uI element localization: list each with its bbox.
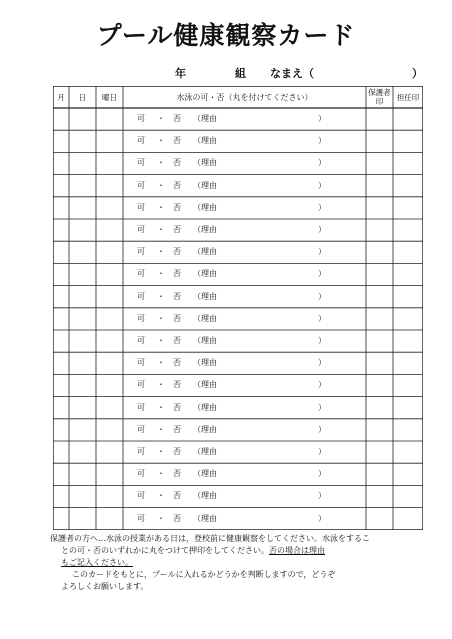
reason-label: （理由: [193, 358, 217, 368]
reason-close-paren: ）: [318, 380, 326, 390]
reason-close-paren: ）: [318, 180, 326, 190]
reason-label: （理由: [193, 336, 217, 345]
table-row: [53, 508, 423, 530]
reason-close-paren: ）: [318, 114, 326, 123]
reason-close-paren: ）: [318, 447, 326, 456]
note-line-4: このカードをもとに，プールに入れるかどうかを判断しますので，どうぞ: [72, 570, 336, 579]
option-hi: 否: [173, 114, 181, 123]
header-weekday: 曜日: [102, 92, 117, 102]
table-row: [53, 286, 423, 308]
option-ka: 可: [137, 158, 145, 168]
table-row: [53, 352, 423, 374]
header-swim: 水泳の可・否（丸を付けてください）: [176, 92, 313, 102]
table-row: [53, 419, 423, 441]
option-hi: 否: [173, 313, 181, 323]
reason-close-paren: ）: [318, 313, 326, 323]
option-ka: 可: [137, 114, 145, 123]
option-separator: ・: [157, 136, 165, 146]
name-label: なまえ（: [270, 67, 314, 80]
option-ka: 可: [137, 491, 145, 501]
note-line-2b: 否の場合は理由: [269, 546, 325, 555]
table-row: [53, 330, 423, 352]
option-ka: 可: [137, 313, 145, 323]
reason-label: （理由: [193, 402, 217, 412]
option-ka: 可: [137, 136, 145, 146]
option-ka: 可: [137, 447, 145, 456]
note-line-2: [50, 545, 430, 557]
option-separator: ・: [157, 291, 165, 301]
table-row: [53, 241, 423, 263]
reason-close-paren: ）: [318, 136, 326, 146]
class-label: 組: [235, 67, 246, 80]
option-separator: ・: [157, 424, 165, 434]
option-separator: ・: [157, 247, 165, 257]
option-hi: 否: [173, 202, 181, 212]
table-row: [53, 374, 423, 396]
reason-label: （理由: [193, 291, 217, 301]
reason-close-paren: ）: [318, 225, 326, 234]
option-hi: 否: [173, 380, 181, 390]
note-line-5: よろしくお願いします。: [61, 582, 149, 591]
option-separator: ・: [157, 269, 165, 279]
option-separator: ・: [157, 491, 165, 501]
option-separator: ・: [157, 225, 165, 234]
option-hi: 否: [173, 225, 181, 234]
reason-label: （理由: [193, 491, 217, 501]
health-check-table: [53, 86, 423, 530]
reason-close-paren: ）: [318, 247, 326, 257]
option-separator: ・: [157, 158, 165, 168]
reason-close-paren: ）: [318, 202, 326, 212]
option-hi: 否: [173, 136, 181, 146]
table-row: [53, 441, 423, 463]
reason-close-paren: ）: [318, 358, 326, 368]
option-ka: 可: [137, 291, 145, 301]
table-row: [53, 463, 423, 485]
name-line: [60, 65, 423, 81]
option-hi: 否: [173, 158, 181, 168]
option-hi: 否: [173, 491, 181, 501]
table-row: [53, 397, 423, 419]
reason-close-paren: ）: [318, 491, 326, 501]
option-ka: 可: [137, 202, 145, 212]
card-title: プール健康観察カード: [96, 21, 356, 50]
option-separator: ・: [157, 336, 165, 345]
option-ka: 可: [137, 225, 145, 234]
option-separator: ・: [157, 447, 165, 456]
option-hi: 否: [173, 447, 181, 456]
option-ka: 可: [137, 424, 145, 434]
option-hi: 否: [173, 336, 181, 345]
option-hi: 否: [173, 358, 181, 368]
option-ka: 可: [137, 402, 145, 412]
reason-close-paren: ）: [318, 424, 326, 434]
option-ka: 可: [137, 513, 145, 523]
note-line-1: 保護者の方へ…水泳の授業がある日は，登校前に健康観察をしてください。水泳をするこ: [50, 534, 370, 543]
table-row: [53, 152, 423, 174]
reason-label: （理由: [193, 447, 217, 456]
header-teacher: 担任印: [396, 92, 420, 102]
option-hi: 否: [173, 424, 181, 434]
option-separator: ・: [157, 180, 165, 190]
option-ka: 可: [137, 469, 145, 479]
option-ka: 可: [137, 180, 145, 190]
option-separator: ・: [157, 402, 165, 412]
table-row: [53, 308, 423, 330]
reason-close-paren: ）: [318, 469, 326, 479]
reason-label: （理由: [193, 136, 217, 146]
reason-close-paren: ）: [318, 336, 326, 345]
reason-close-paren: ）: [318, 269, 326, 279]
option-ka: 可: [137, 380, 145, 390]
table-row: [53, 197, 423, 219]
table-row: [53, 130, 423, 152]
reason-label: （理由: [193, 158, 217, 168]
table-row: [53, 219, 423, 241]
option-hi: 否: [173, 469, 181, 479]
reason-label: （理由: [193, 269, 217, 279]
option-ka: 可: [137, 358, 145, 368]
header-day: 日: [78, 92, 87, 102]
option-ka: 可: [137, 247, 145, 257]
option-separator: ・: [157, 202, 165, 212]
reason-close-paren: ）: [318, 158, 326, 168]
table-row: [53, 108, 423, 130]
option-hi: 否: [173, 269, 181, 279]
year-label: 年: [175, 67, 186, 80]
option-hi: 否: [173, 247, 181, 257]
reason-label: （理由: [193, 247, 217, 257]
option-hi: 否: [173, 291, 181, 301]
option-ka: 可: [137, 269, 145, 279]
option-separator: ・: [157, 358, 165, 368]
option-separator: ・: [157, 114, 165, 123]
reason-label: （理由: [193, 380, 217, 390]
reason-label: （理由: [193, 202, 217, 212]
reason-close-paren: ）: [318, 402, 326, 412]
reason-label: （理由: [193, 424, 217, 434]
option-separator: ・: [157, 469, 165, 479]
reason-close-paren: ）: [318, 513, 326, 523]
option-separator: ・: [157, 513, 165, 523]
option-hi: 否: [173, 402, 181, 412]
option-separator: ・: [157, 313, 165, 323]
notes: [50, 533, 430, 593]
reason-label: （理由: [193, 513, 217, 523]
name-close-paren: ）: [412, 67, 423, 80]
reason-label: （理由: [193, 313, 217, 323]
note-line-2a: との可・否のいずれかに丸をつけて押印をしてください。: [61, 546, 269, 555]
note-line-3: もご記入ください。: [61, 558, 133, 567]
header-guardian: 保護者印: [368, 88, 391, 106]
header-month: 月: [57, 92, 65, 102]
option-separator: ・: [157, 380, 165, 390]
option-ka: 可: [137, 336, 145, 345]
option-hi: 否: [173, 513, 181, 523]
reason-label: （理由: [193, 225, 217, 234]
option-hi: 否: [173, 180, 181, 190]
reason-label: （理由: [193, 114, 217, 123]
reason-label: （理由: [193, 469, 217, 479]
reason-label: （理由: [193, 180, 217, 190]
table-row: [53, 175, 423, 197]
table-row: [53, 485, 423, 507]
table-row: [53, 263, 423, 285]
reason-close-paren: ）: [318, 291, 326, 301]
